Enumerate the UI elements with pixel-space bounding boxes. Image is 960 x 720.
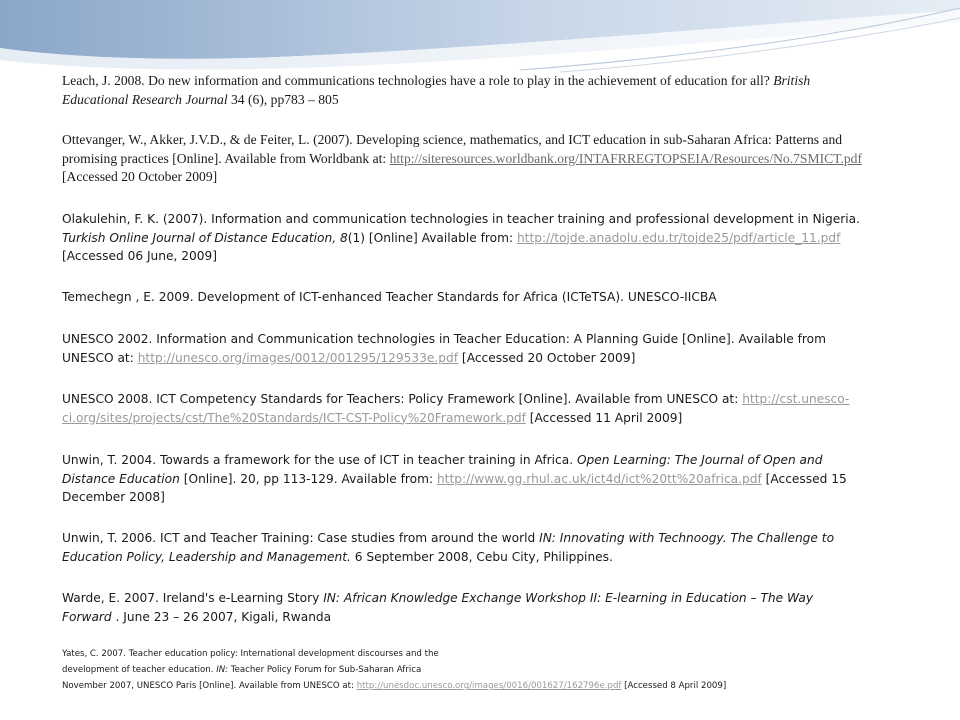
reference-link[interactable]: http://unesco.org/images/0012/001295/129533e.pdf <box>137 350 459 365</box>
reference-warde: Warde, E. 2007. Ireland's e-Learning Story IN: African Knowledge Exchange Workshop II: E-learning in Education – The Way Forward . June 23 – 26 2007, Kigali, Rwanda <box>62 591 814 624</box>
yates-line-1: Yates, C. 2007. Teacher education policy: International development discourses and the <box>62 649 439 659</box>
reference-unesco-2002: UNESCO 2002. Information and Communication technologies in Teacher Education: A Planning Guide [Online]. Available from UNESCO at: http://unesco.org/images/0012/001295/129533e.pdf [Accessed 20 October 2009] <box>62 332 826 365</box>
reference-unesco-2008: UNESCO 2008. ICT Competency Standards for Teachers: Policy Framework [Online]. Available from UNESCO at: http://cst.unesco-ci.org/sites/projects/cst/The%20Standards/ICT-CST-Policy%20Framework.pdf [Accessed 11 April 2009] <box>62 392 850 425</box>
reference-link[interactable]: http://unesdoc.unesco.org/images/0016/001627/162796e.pdf <box>356 681 622 691</box>
reference-yates <box>62 646 862 694</box>
reference-unwin-2004: Unwin, T. 2004. Towards a framework for the use of ICT in teacher training in Africa. Open Learning: The Journal of Open and Distance Education [Online]. 20, pp 113-129. Available from: http://www.gg.rhul.ac.uk/ict4d/ict%20tt%20africa.pdf [Accessed 15 December 2008] <box>62 453 847 504</box>
reference-link[interactable]: http://cst.unesco-ci.org/sites/projects/cst/The%20Standards/ICT-CST-Policy%20Framework.pdf <box>62 392 850 425</box>
reference-olakulehin: Olakulehin, F. K. (2007). Information and communication technologies in teacher training and professional development in Nigeria. Turkish Online Journal of Distance Education, 8(1) [Online] Available from: http://tojde.anadolu.edu.tr/tojde25/pdf/article_11.pdf [Accessed 06 June, 2009] <box>62 212 860 263</box>
yates-line-2: development of teacher education. IN: Teacher Policy Forum for Sub-Saharan Africa <box>62 665 422 675</box>
reference-leach: Leach, J. 2008. Do new information and communications technologies have a role to play in the achievement of education for all? British Educational Research Journal 34 (6), pp783 – 805 <box>62 73 811 107</box>
reference-link[interactable]: http://siteresources.worldbank.org/INTAFRREGTOPSEIA/Resources/No.7SMICT.pdf <box>389 150 862 166</box>
reference-temechegn: Temechegn , E. 2009. Development of ICT-enhanced Teacher Standards for Africa (ICTeTSA). UNESCO-IICBA <box>62 290 717 304</box>
yates-line-3: November 2007, UNESCO Paris [Online]. Available from UNESCO at: http://unesdoc.unesco.org/images/0016/001627/162796e.pdf [Accessed 8 April 2009] <box>62 681 727 691</box>
reference-link[interactable]: http://tojde.anadolu.edu.tr/tojde25/pdf/article_11.pdf <box>516 230 841 245</box>
reference-unwin-2006: Unwin, T. 2006. ICT and Teacher Training: Case studies from around the world IN: Innovating with Technoogy. The Challenge to Education Policy, Leadership and Management. 6 September 2008, Cebu City, Philippines. <box>62 531 835 564</box>
reference-link[interactable]: http://www.gg.rhul.ac.uk/ict4d/ict%20tt%20africa.pdf <box>436 471 762 486</box>
reference-ottevanger: Ottevanger, W., Akker, J.V.D., & de Feiter, L. (2007). Developing science, mathematics, and ICT education in sub-Saharan Africa: Patterns and promising practices [Online]. Available from Worldbank at: http://siteresources.worldbank.org/INTAFRREGTOPSEIA/Resources/No.7SMICT.pdf [Accessed 20 October 2009] <box>62 132 862 184</box>
